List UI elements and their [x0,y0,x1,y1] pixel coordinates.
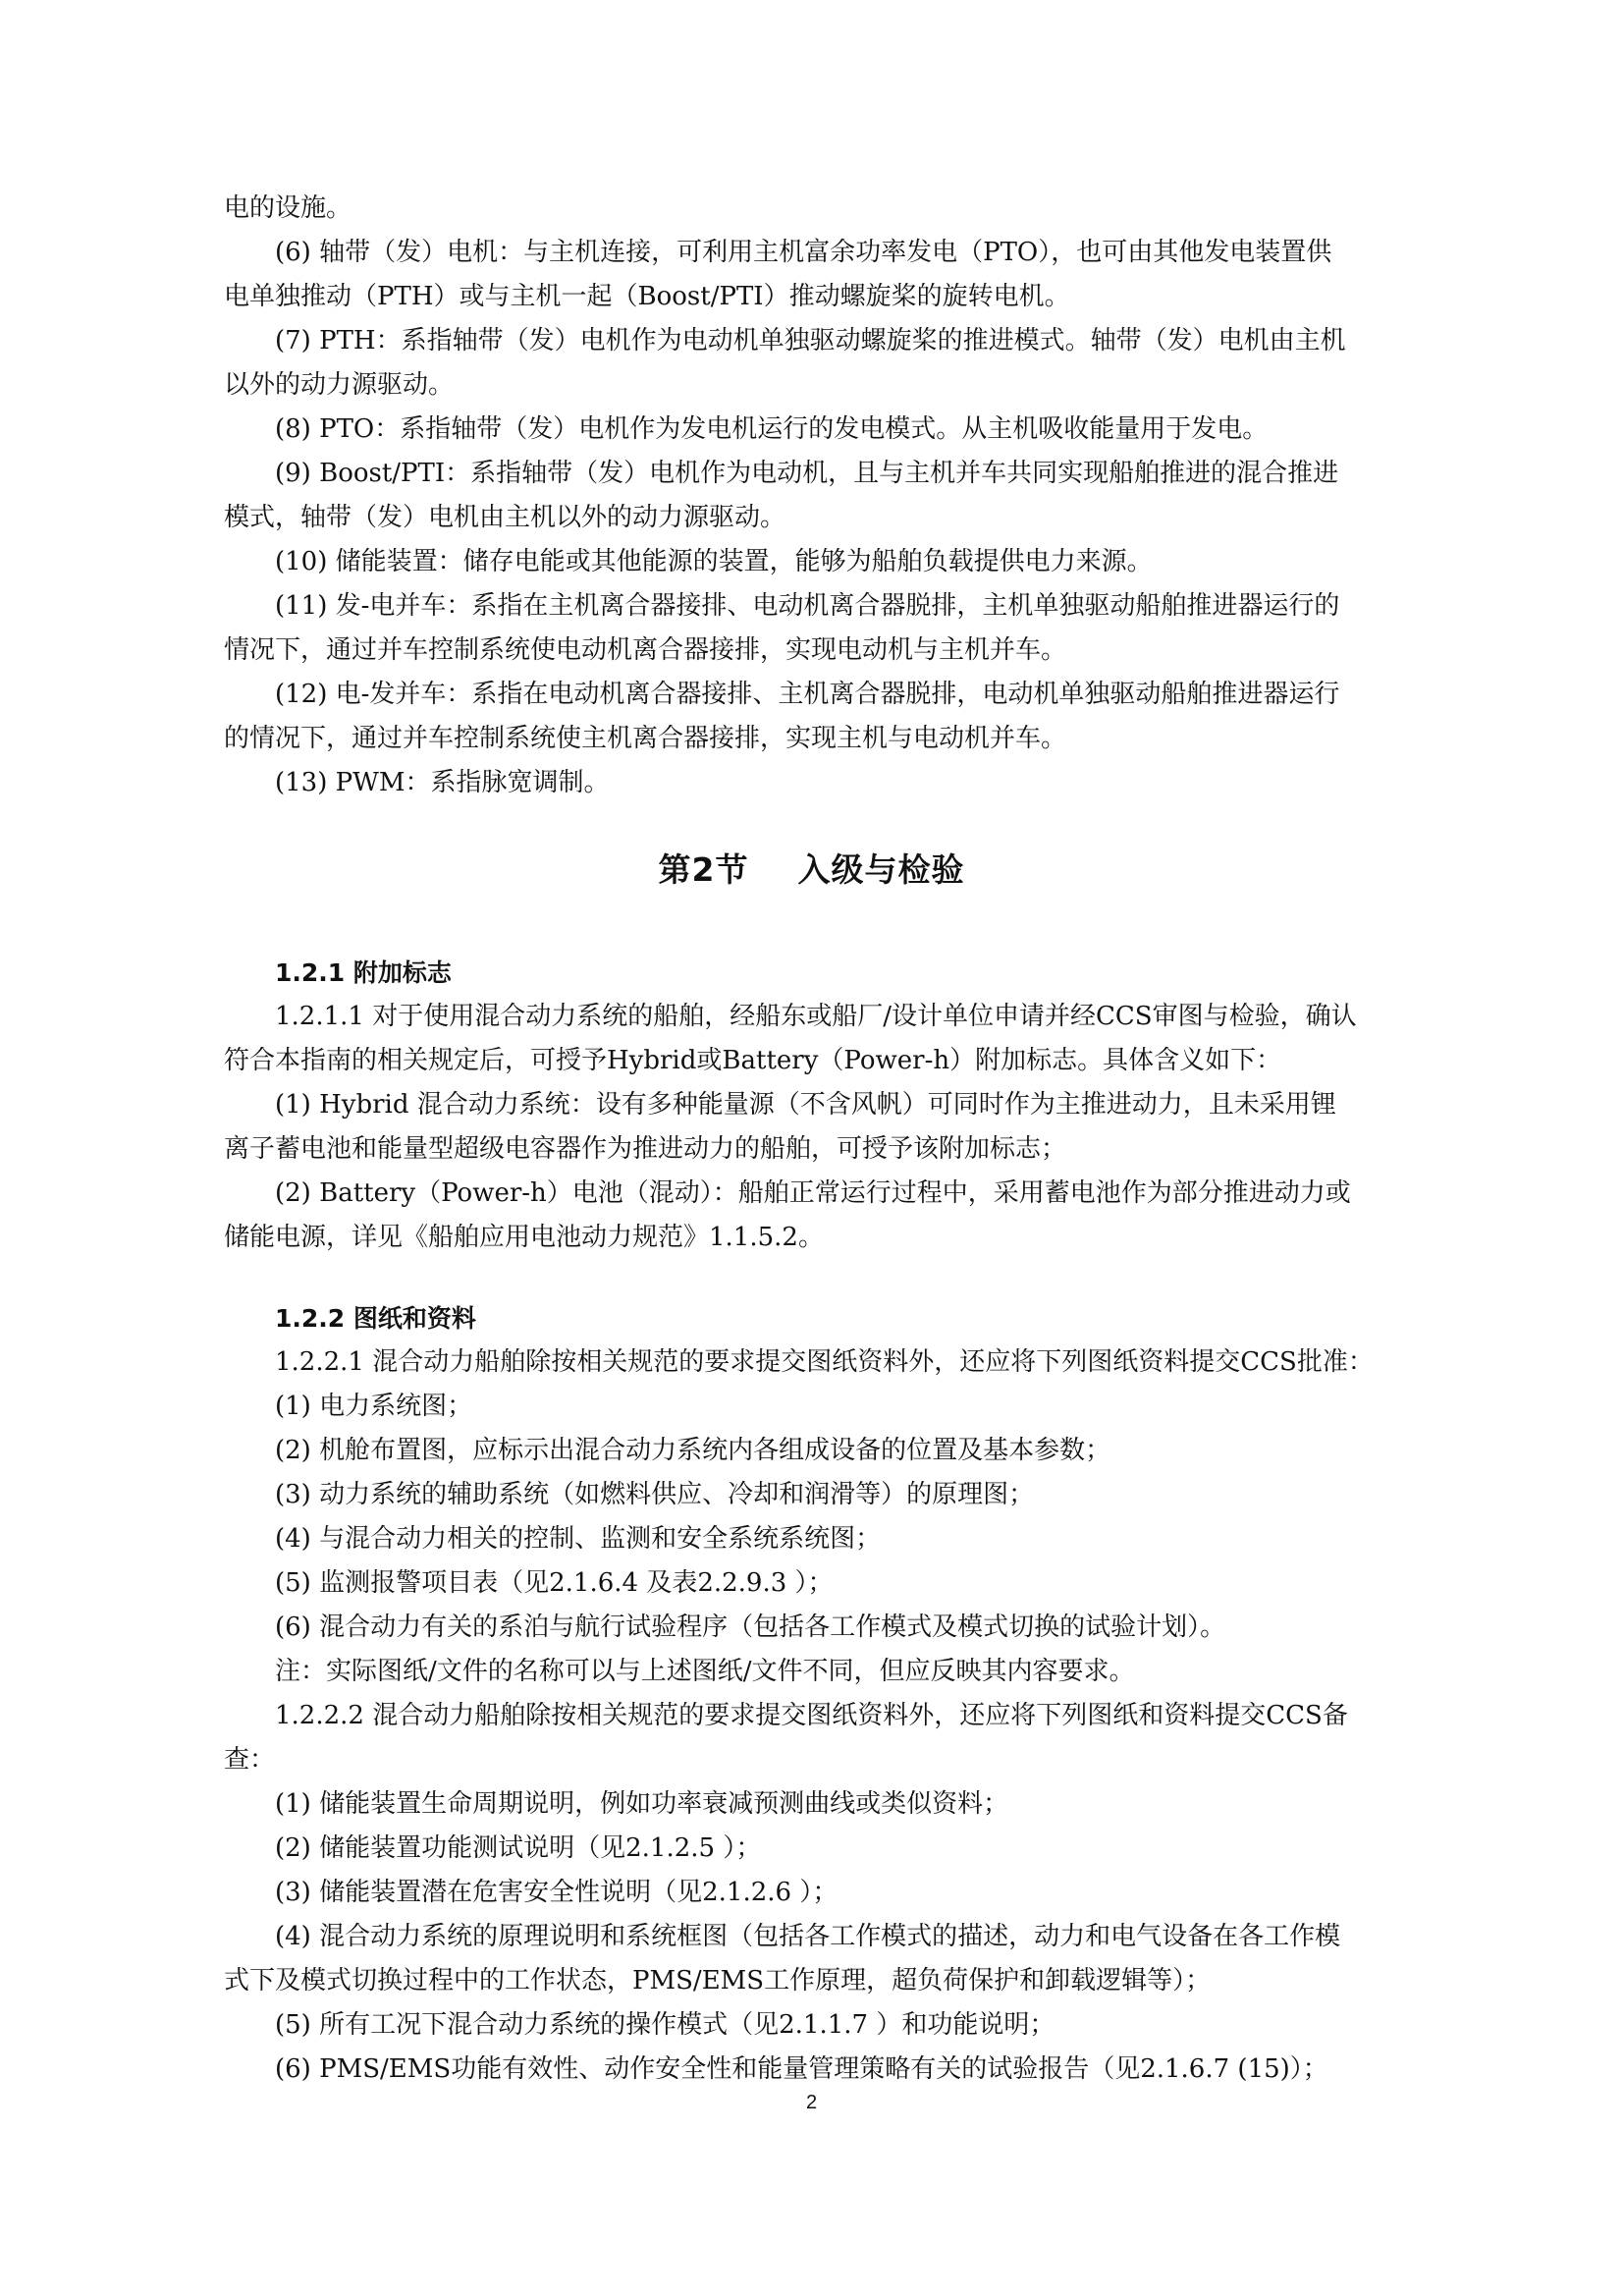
text-line: (3) 储能装置潜在危害安全性说明（见2.1.2.6 ）； [275,1878,839,1907]
text-line: (2) 储能装置功能测试说明（见2.1.2.5 ）； [275,1833,762,1863]
section-title: 第2节 入级与检验 [658,850,965,889]
text-line: (6) PMS/EMS功能有效性、动作安全性和能量管理策略有关的试验报告（见2.1.6.7 (15)）； [275,2054,1328,2084]
text-line: (7) PTH：系指轴带（发）电机作为电动机单独驱动螺旋桨的推进模式。轴带（发）电机由主机 [275,326,1346,355]
text-line: 电单独推动（PTH）或与主机一起（Boost/PTI）推动螺旋桨的旋转电机。 [224,282,1070,311]
text-line: (4) 与混合动力相关的控制、监测和安全系统系统图； [275,1524,882,1554]
text-line: 式下及模式切换过程中的工作状态，PMS/EMS工作原理，超负荷保护和卸载逻辑等）； [224,1966,1212,1995]
text-line: 的情况下，通过并车控制系统使主机离合器接排，实现主机与电动机并车。 [224,724,1067,753]
text-line: (2) 机舱布置图，应标示出混合动力系统内各组成设备的位置及基本参数； [275,1436,1111,1465]
text-line: (1) Hybrid 混合动力系统：设有多种能量源（不含风帆）可同时作为主推进动力，且未采用锂 [275,1090,1336,1120]
text-line: 查： [224,1745,276,1775]
page-number: 2 [805,2092,818,2113]
text-line: 情况下，通过并车控制系统使电动机离合器接排，实现电动机与主机并车。 [224,635,1067,665]
text-line: (5) 所有工况下混合动力系统的操作模式（见2.1.1.7 ）和功能说明； [275,2010,1055,2040]
text-line: (12) 电-发并车：系指在电动机离合器接排、主机离合器脱排，电动机单独驱动船舶推进器运行 [275,680,1340,709]
heading-1-2-1: 1.2.1 附加标志 [275,958,452,987]
text-line: 符合本指南的相关规定后，可授予Hybrid或Battery（Power-h）附加标志。具体含义如下： [224,1046,1282,1075]
text-line: (1) 电力系统图； [275,1392,473,1421]
text-line: (3) 动力系统的辅助系统（如燃料供应、冷却和润滑等）的原理图； [275,1480,1035,1509]
text-line: (4) 混合动力系统的原理说明和系统框图（包括各工作模式的描述，动力和电气设备在各工作模 [275,1922,1341,1951]
section-1-2-2 [224,1296,1451,2092]
text-line: (8) PTO：系指轴带（发）电机作为发电机运行的发电模式。从主机吸收能量用于发电。 [275,414,1269,444]
text-line: (13) PWM：系指脉宽调制。 [275,768,610,797]
text-line: 储能电源，详见《船舶应用电池动力规范》1.1.5.2。 [224,1223,824,1252]
text-line: (11) 发-电并车：系指在主机离合器接排、电动机离合器脱排，主机单独驱动船舶推进器运行的 [275,591,1340,621]
text-line: (1) 储能装置生命周期说明，例如功率衰减预测曲线或类似资料； [275,1789,1009,1819]
text-line: 电的设施。 [224,193,352,223]
text-line: (5) 监测报警项目表（见2.1.6.4 及表2.2.9.3 ）； [275,1568,834,1598]
text-line: (10) 储能装置：储存电能或其他能源的装置，能够为船舶负载提供电力来源。 [275,547,1153,576]
text-line: 1.2.1.1 对于使用混合动力系统的船舶，经船东或船厂/设计单位申请并经CCS审图与检验，确认 [275,1002,1357,1031]
definitions-continued [224,187,1451,805]
text-line: (6) 混合动力有关的系泊与航行试验程序（包括各工作模式及模式切换的试验计划）。 [275,1613,1226,1642]
text-line: 1.2.2.1 混合动力船舶除按相关规范的要求提交图纸资料外，还应将下列图纸资料提交CCS批准： [275,1347,1374,1377]
text-line: (2) Battery（Power-h）电池（混动）：船舶正常运行过程中，采用蓄电池作为部分推进动力或 [275,1178,1351,1208]
heading-1-2-2: 1.2.2 图纸和资料 [275,1304,476,1333]
text-line: 离子蓄电池和能量型超级电容器作为推进动力的船舶，可授予该附加标志； [224,1134,1067,1164]
text-line: (9) Boost/PTI：系指轴带（发）电机作为电动机，且与主机并车共同实现船舶推进的混合推进 [275,459,1339,488]
text-line: 模式，轴带（发）电机由主机以外的动力源驱动。 [224,503,786,532]
text-line: 注：实际图纸/文件的名称可以与上述图纸/文件不同，但应反映其内容要求。 [275,1657,1135,1686]
section-1-2-1 [224,951,1451,1260]
text-line: 1.2.2.2 混合动力船舶除按相关规范的要求提交图纸资料外，还应将下列图纸和资料提交CCS备 [275,1701,1348,1730]
text-line: (6) 轴带（发）电机：与主机连接，可利用主机富余功率发电（PTO），也可由其他发电装置供 [275,238,1332,267]
text-line: 以外的动力源驱动。 [224,370,455,400]
